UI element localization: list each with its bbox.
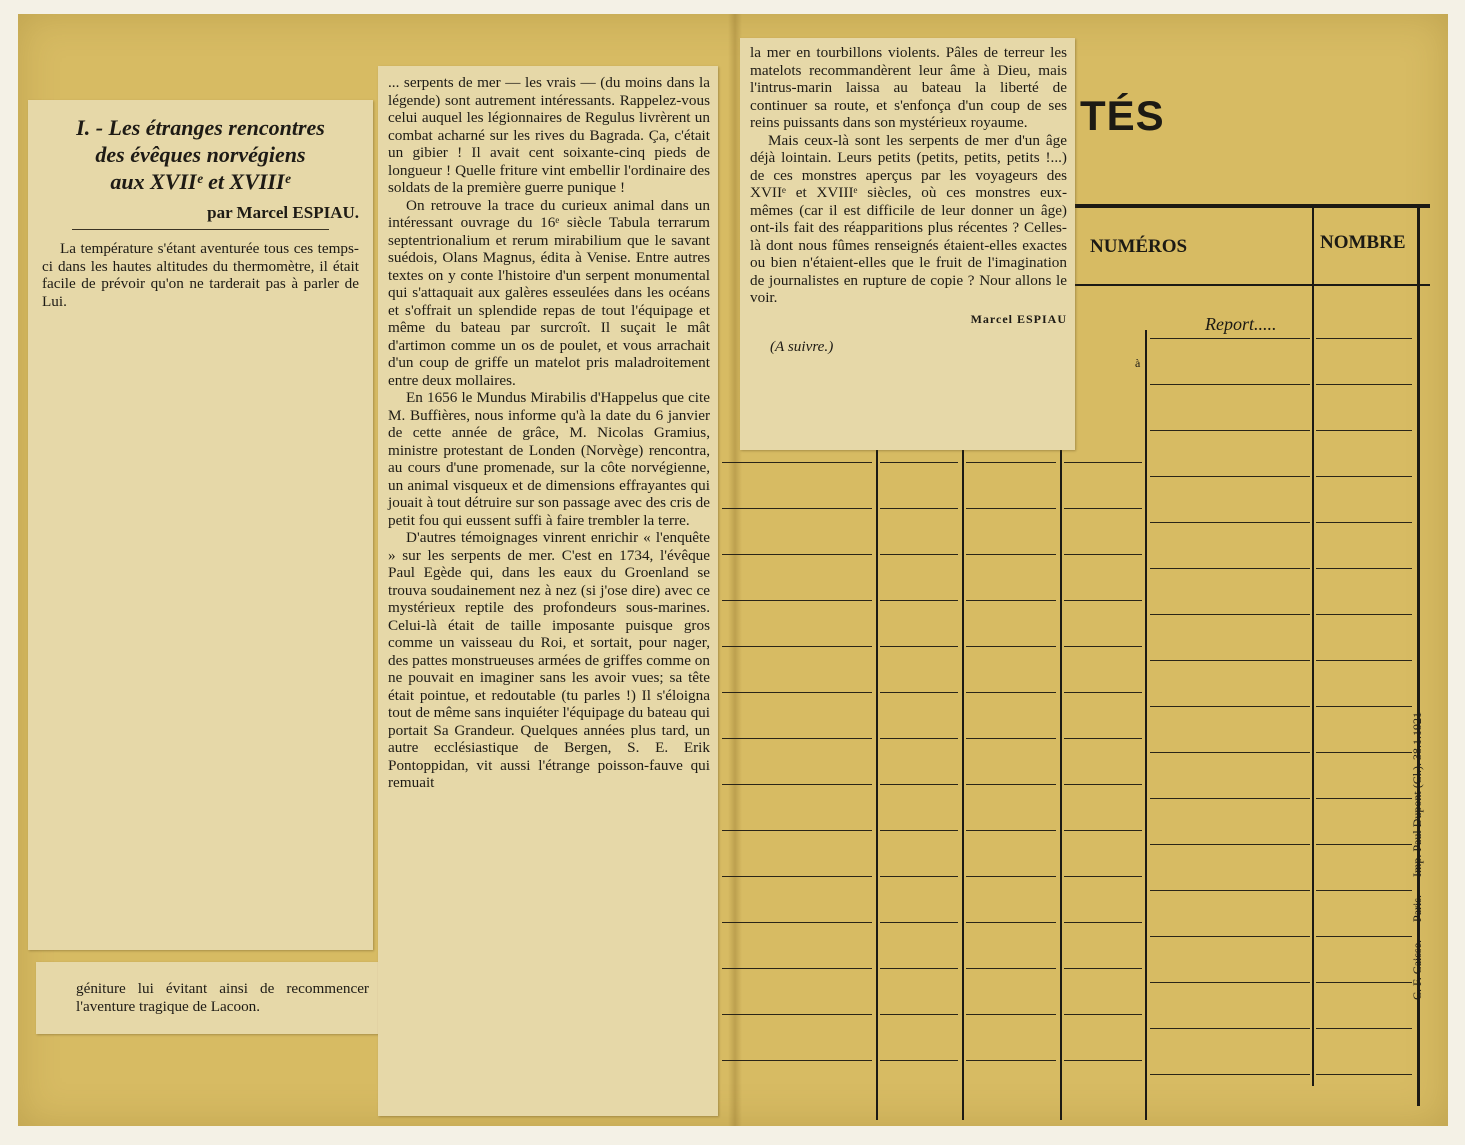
form-divider-3: [1060, 440, 1062, 1120]
form-ruled-line: [1150, 1074, 1310, 1075]
form-ruled-line: [880, 784, 958, 785]
form-ruled-line: [1316, 1074, 1412, 1075]
form-ruled-line: [1064, 968, 1142, 969]
form-ruled-line: [1064, 462, 1142, 463]
article-byline: par Marcel ESPIAU.: [207, 203, 359, 222]
article-title: [42, 114, 359, 195]
title-line-1: I. - Les étranges rencontres: [76, 115, 325, 140]
column-1-text: [42, 240, 359, 310]
form-ruled-line: [1064, 646, 1142, 647]
form-ruled-line: [1150, 890, 1310, 891]
form-ruled-line: [966, 692, 1056, 693]
form-ruled-line: [966, 1060, 1056, 1061]
form-ruled-line: [1064, 876, 1142, 877]
form-ruled-line: [966, 968, 1056, 969]
paragraph: La température s'étant aventurée tous ces temps-ci dans les hautes altitudes du thermomètre, il était facile de prévoir qu'on ne tarderait pas à parler de Lui.: [42, 240, 359, 310]
form-ruled-line: [966, 1014, 1056, 1015]
form-ruled-line: [1316, 660, 1412, 661]
form-ruled-line: [1150, 982, 1310, 983]
form-ruled-line: [1316, 522, 1412, 523]
form-ruled-line: [722, 1060, 872, 1061]
form-ruled-line: [1064, 692, 1142, 693]
form-title: TÉS: [1080, 92, 1165, 139]
form-ruled-line: [880, 968, 958, 969]
form-ruled-line: [1316, 338, 1412, 339]
form-ruled-line: [722, 830, 872, 831]
form-ruled-line: [722, 462, 872, 463]
form-ruled-line: [966, 462, 1056, 463]
paragraph: ... serpents de mer — les vrais — (du moins dans la légende) sont autrement intéressants. Rappelez-vous celui auquel les légionnaires de Regulus livrèrent un combat acharné sur les rives du Bagrada. Ça, c'était un gibier ! Il avait cent soixante-cinq pieds de longueur ! Quelle friture vint embellir l'ordinaire des soldats de la première guerre punique !: [388, 74, 710, 196]
form-ruled-line: [722, 968, 872, 969]
form-ruled-line: [722, 922, 872, 923]
form-ruled-line: [880, 600, 958, 601]
title-line-2: des évêques norvégiens: [95, 142, 306, 167]
form-ruled-line: [722, 876, 872, 877]
form-ruled-line: [1150, 614, 1310, 615]
printer-imprint: C. F. Caisse. — Paris. — Imp. Paul Dupont (Cl.). 38.1.1921: [1410, 711, 1424, 1000]
form-ruled-line: [1316, 982, 1412, 983]
clipping-column-3: [740, 38, 1075, 450]
column-header-numeros: NUMÉROS: [1090, 236, 1188, 257]
form-ruled-line: [966, 738, 1056, 739]
form-ruled-line: [722, 600, 872, 601]
form-divider-1: [876, 440, 878, 1120]
form-ruled-line: [722, 738, 872, 739]
form-ruled-line: [1150, 338, 1310, 339]
form-ruled-line: [880, 738, 958, 739]
form-ruled-line: [966, 646, 1056, 647]
form-ruled-line: [722, 646, 872, 647]
form-ruled-line: [1064, 738, 1142, 739]
form-top-rule: [1070, 204, 1430, 208]
form-ruled-line: [1064, 508, 1142, 509]
form-ruled-line: [722, 692, 872, 693]
form-ruled-line: [1316, 384, 1412, 385]
form-ruled-line: [1150, 568, 1310, 569]
form-ruled-line: [880, 692, 958, 693]
form-ruled-line: [880, 922, 958, 923]
form-header-rule: [1070, 284, 1430, 286]
form-divider-2: [962, 440, 964, 1120]
form-ruled-line: [880, 1060, 958, 1061]
form-ruled-line: [1316, 798, 1412, 799]
form-ruled-line: [1316, 614, 1412, 615]
clipping-continuation: [36, 962, 381, 1034]
form-ruled-line: [880, 508, 958, 509]
form-ruled-line: [1150, 752, 1310, 753]
form-ruled-line: [1150, 384, 1310, 385]
form-divider-4: [1145, 330, 1147, 1120]
form-ruled-line: [722, 508, 872, 509]
form-ruled-line: [1316, 706, 1412, 707]
report-label: Report.....: [1205, 314, 1277, 334]
byline-rule: [72, 229, 329, 230]
clipping-column-2: [378, 66, 718, 1116]
form-ruled-line: [1316, 752, 1412, 753]
form-ruled-line: [1150, 522, 1310, 523]
a-mark: à: [1135, 356, 1141, 370]
form-ruled-line: [966, 876, 1056, 877]
form-ruled-line: [1150, 936, 1310, 937]
form-ruled-line: [1316, 1028, 1412, 1029]
form-ruled-line: [966, 784, 1056, 785]
form-ruled-line: [880, 646, 958, 647]
form-ruled-line: [1316, 476, 1412, 477]
form-ruled-line: [1150, 476, 1310, 477]
form-ruled-line: [1316, 568, 1412, 569]
form-ruled-line: [1316, 430, 1412, 431]
form-ruled-line: [722, 784, 872, 785]
form-ruled-line: [722, 1014, 872, 1015]
form-ruled-line: [966, 830, 1056, 831]
form-ruled-line: [1316, 844, 1412, 845]
form-ruled-line: [1150, 660, 1310, 661]
form-ruled-line: [966, 508, 1056, 509]
column-header-nombre: NOMBRE: [1320, 232, 1406, 253]
form-ruled-line: [880, 830, 958, 831]
form-ruled-line: [1150, 844, 1310, 845]
form-ruled-line: [1150, 706, 1310, 707]
paragraph: En 1656 le Mundus Mirabilis d'Happelus que cite M. Buffières, nous informe qu'à la date du 6 janvier de cette année de grâce, M. Nicolas Gramius, ministre protestant de Londen (Norvège) rencontra, au cours d'une promenade, sur la côte norvégienne, un animal visqueux et de dimensions effrayantes qui jouait à tout détruire sur son passage avec des cris de petit fou qui eussent suffi à faire trembler la terre.: [388, 389, 710, 529]
form-ruled-line: [880, 554, 958, 555]
form-ruled-line: [1064, 1014, 1142, 1015]
paragraph: Mais ceux-là sont les serpents de mer d'un âge déjà lointain. Leurs petits (petits, petits, petits !...) de ces monstres aperçus par les voyageurs des XVIIᵉ et XVIIIᵉ siècles, où ces monstres eux-mêmes (car il est difficile de leur donner un âge) ont-ils fait des réapparitions plus récentes ? Celles-là dont nous fûmes renseignés étaient-elles exactes ou bien n'étaient-elles que le fruit de l'imagination de journalistes en rupture de copie ? Nour allons le voir.: [750, 131, 1067, 306]
form-ruled-line: [966, 554, 1056, 555]
form-ruled-line: [1064, 600, 1142, 601]
form-ruled-line: [1316, 890, 1412, 891]
form-ruled-line: [1064, 830, 1142, 831]
paragraph: la mer en tourbillons violents. Pâles de terreur les matelots recommandèrent leur âme à Dieu, mais l'intrus-marin laissa au bateau la liberté de continuer sa route, et s'enfonça d'un coup de ses reins puissants dans son mystérieux royaume.: [750, 44, 1067, 131]
form-ruled-line: [1064, 1060, 1142, 1061]
form-ruled-line: [1150, 1028, 1310, 1029]
clipping-column-1: [28, 100, 373, 950]
paragraph: On retrouve la trace du curieux animal dans un intéressant ouvrage du 16ᵉ siècle Tabula terrarum septentrionalium et rerum mirabilium que le savant suédois, Olans Magnus, édita à Venise. Entre autres textes on y conte l'histoire d'un serpent monumental qui s'attaquait aux galères esseulées dans les océans et s'offrait un splendide repas de tout l'équipage et même du bateau par surcroît. Il suçait le mât d'artimon comme un os de poulet, et vous arrachait d'un coup de griffe un matelot pris maladroitement entre deux mollaires.: [388, 196, 710, 389]
article-signature: Marcel ESPIAU: [970, 311, 1067, 326]
form-ruled-line: [966, 600, 1056, 601]
form-ruled-line: [1316, 936, 1412, 937]
title-line-3: aux XVIIᵉ et XVIIIᵉ: [110, 169, 291, 194]
form-ruled-line: [880, 876, 958, 877]
form-ruled-line: [966, 922, 1056, 923]
form-ruled-line: [1064, 554, 1142, 555]
form-ruled-line: [880, 1014, 958, 1015]
form-divider-numeros: [1312, 206, 1314, 1086]
paragraph: D'autres témoignages vinrent enrichir « l'enquête » sur les serpents de mer. C'est en 1734, l'évêque Paul Egède qui, dans les eaux du Groenland se trouva soudainement nez à nez (si j'ose dire) avec ce mystérieux reptile des profondeurs sous-marines. Celui-là était de taille imposante puisque gros comme un vaisseau du Roi, et sortait, pour nager, des pattes monstrueuses armées de griffes comme on ne pouvait en imaginer sans les avoir vues; sa tête était pointue, et redoutable (tu parles !) Il s'éloigna tout de même sans inquiéter l'équipage du bateau qui portait Sa Grandeur. Quelques années plus tard, un autre ecclésiastique de Bergen, S. E. Erik Pontoppidan, vit aussi l'étrange poisson-fauve qui remuait: [388, 529, 710, 791]
form-ruled-line: [1064, 784, 1142, 785]
form-ruled-line: [722, 554, 872, 555]
form-ruled-line: [880, 462, 958, 463]
to-follow-note: (A suivre.): [770, 338, 834, 355]
form-ruled-line: [1150, 798, 1310, 799]
form-ruled-line: [1150, 430, 1310, 431]
continuation-text: géniture lui évitant ainsi de recommencer l'aventure tragique de Lacoon.: [76, 980, 369, 1015]
form-ruled-line: [1064, 922, 1142, 923]
